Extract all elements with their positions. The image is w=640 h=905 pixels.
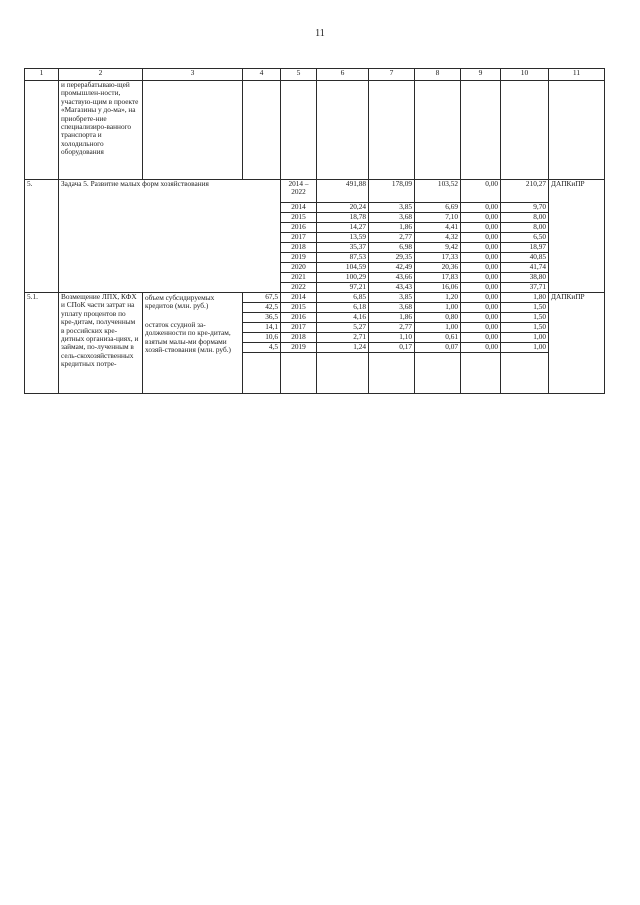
federal-cell: 42,49 [369, 263, 415, 273]
extra-cell: 40,85 [501, 253, 549, 263]
regional-cell: 9,42 [415, 243, 461, 253]
federal-cell: 29,35 [369, 253, 415, 263]
total-cell: 20,24 [317, 203, 369, 213]
empty-cell [415, 81, 461, 180]
empty-cell [461, 81, 501, 180]
year-cell: 2014 [281, 293, 317, 303]
measure-text: и перерабатываю-щей промышлен-ности, участвую-щим в проекте «Магазины у до-ма», на приобрете-ние специализиро-ванного транспорта и холодильного оборудования [59, 81, 143, 180]
column-number: 4 [243, 69, 281, 81]
total-cell: 6,85 [317, 293, 369, 303]
regional-cell: 7,10 [415, 213, 461, 223]
year-cell: 2019 [281, 253, 317, 263]
total-cell: 2,71 [317, 333, 369, 343]
local-cell: 0,00 [461, 213, 501, 223]
extra-cell: 210,27 [501, 180, 549, 203]
local-cell: 0,00 [461, 293, 501, 303]
column-number: 1 [25, 69, 59, 81]
column-number: 7 [369, 69, 415, 81]
regional-cell: 4,41 [415, 223, 461, 233]
year-cell: 2017 [281, 323, 317, 333]
column-number: 10 [501, 69, 549, 81]
page-number: 11 [315, 28, 325, 39]
column-number: 9 [461, 69, 501, 81]
extra-cell: 1,50 [501, 313, 549, 323]
extra-cell: 9,70 [501, 203, 549, 213]
indicator-value: 14,1 [243, 323, 281, 333]
local-cell: 0,00 [461, 203, 501, 213]
extra-cell: 41,74 [501, 263, 549, 273]
regional-cell: 17,83 [415, 273, 461, 283]
regional-cell: 0,80 [415, 313, 461, 323]
item-number: 5.1. [25, 293, 59, 394]
regional-cell: 0,61 [415, 333, 461, 343]
total-cell: 5,27 [317, 323, 369, 333]
column-number: 2 [59, 69, 143, 81]
empty-cell [281, 353, 317, 394]
empty-cell [281, 81, 317, 180]
empty-cell [461, 353, 501, 394]
extra-cell: 1,00 [501, 343, 549, 353]
local-cell: 0,00 [461, 283, 501, 293]
year-cell: 2017 [281, 233, 317, 243]
executor-cell: ДАПКиПР [549, 180, 605, 293]
regional-cell: 17,33 [415, 253, 461, 263]
empty-cell [243, 353, 281, 394]
year-cell: 2016 [281, 223, 317, 233]
year-cell: 2018 [281, 333, 317, 343]
empty-cell [243, 81, 281, 180]
local-cell: 0,00 [461, 333, 501, 343]
indicator-loan-balance: остаток ссудной за-долженности по кре-дитам, взятым малы-ми формами хозяй-ствования (млн. руб.) [145, 319, 231, 354]
empty-cell [501, 353, 549, 394]
year-cell: 2020 [281, 263, 317, 273]
column-number: 6 [317, 69, 369, 81]
total-cell: 13,59 [317, 233, 369, 243]
extra-cell: 1,50 [501, 323, 549, 333]
extra-cell: 8,00 [501, 223, 549, 233]
extra-cell: 6,50 [501, 233, 549, 243]
extra-cell: 1,80 [501, 293, 549, 303]
federal-cell: 6,98 [369, 243, 415, 253]
federal-cell: 3,68 [369, 303, 415, 313]
local-cell: 0,00 [461, 223, 501, 233]
continuation-row [25, 81, 605, 180]
indicator-value: 67,5 [243, 293, 281, 303]
extra-cell: 8,00 [501, 213, 549, 223]
indicator-value: 42,5 [243, 303, 281, 313]
empty-cell [143, 81, 243, 180]
total-cell: 18,78 [317, 213, 369, 223]
federal-cell: 178,09 [369, 180, 415, 203]
empty-cell [415, 353, 461, 394]
extra-cell: 38,80 [501, 273, 549, 283]
total-cell: 100,29 [317, 273, 369, 283]
year-cell: 2015 [281, 213, 317, 223]
column-number: 3 [143, 69, 243, 81]
local-cell: 0,00 [461, 303, 501, 313]
local-cell: 0,00 [461, 323, 501, 333]
column-number: 5 [281, 69, 317, 81]
column-number: 11 [549, 69, 605, 81]
column-number: 8 [415, 69, 461, 81]
regional-cell: 6,69 [415, 203, 461, 213]
federal-cell: 2,77 [369, 323, 415, 333]
local-cell: 0,00 [461, 263, 501, 273]
local-cell: 0,00 [461, 233, 501, 243]
extra-cell: 18,97 [501, 243, 549, 253]
regional-cell: 1,20 [415, 293, 461, 303]
federal-cell: 3,85 [369, 203, 415, 213]
task-title: Задача 5. Развитие малых форм хозяйствования [59, 180, 281, 293]
year-cell: 2019 [281, 343, 317, 353]
task5-year-row [25, 180, 605, 203]
program-table [24, 68, 605, 394]
year-cell: 2021 [281, 273, 317, 283]
local-cell: 0,00 [461, 243, 501, 253]
column-number-row [25, 69, 605, 81]
local-cell: 0,00 [461, 180, 501, 203]
year-cell: 2014 – 2022 [281, 180, 317, 203]
item-title: Возмещение ЛПХ, КФХ и СПоК части затрат на уплату процентов по кре-дитам, полученным в российских кре-дитных организа-циях, и займам, по-лученным в сель-скохозяйственных кредитных потре- [59, 293, 143, 394]
empty-cell [369, 353, 415, 394]
year-cell: 2014 [281, 203, 317, 213]
regional-cell: 16,06 [415, 283, 461, 293]
total-cell: 87,53 [317, 253, 369, 263]
regional-cell: 0,07 [415, 343, 461, 353]
executor-cell: ДАПКиПР [549, 293, 605, 394]
local-cell: 0,00 [461, 273, 501, 283]
federal-cell: 43,43 [369, 283, 415, 293]
federal-cell: 2,77 [369, 233, 415, 243]
indicator-value: 10,6 [243, 333, 281, 343]
extra-cell: 1,50 [501, 303, 549, 313]
year-cell: 2022 [281, 283, 317, 293]
task-number: 5. [25, 180, 59, 293]
row-number-cell [25, 81, 59, 180]
empty-cell [369, 81, 415, 180]
federal-cell: 3,68 [369, 213, 415, 223]
regional-cell: 103,52 [415, 180, 461, 203]
federal-cell: 1,10 [369, 333, 415, 343]
total-cell: 491,88 [317, 180, 369, 203]
indicator-value: 4,5 [243, 343, 281, 353]
empty-cell [317, 81, 369, 180]
empty-cell [501, 81, 549, 180]
total-cell: 1,24 [317, 343, 369, 353]
empty-cell [549, 81, 605, 180]
extra-cell: 37,71 [501, 283, 549, 293]
total-cell: 35,37 [317, 243, 369, 253]
federal-cell: 1,86 [369, 313, 415, 323]
empty-cell [317, 353, 369, 394]
local-cell: 0,00 [461, 313, 501, 323]
total-cell: 14,27 [317, 223, 369, 233]
total-cell: 4,16 [317, 313, 369, 323]
regional-cell: 1,00 [415, 303, 461, 313]
indicator-credit-volume: объем субсидируемых кредитов (млн. руб.) [145, 293, 215, 311]
federal-cell: 3,85 [369, 293, 415, 303]
federal-cell: 0,17 [369, 343, 415, 353]
regional-cell: 1,00 [415, 323, 461, 333]
indicator-cell [143, 293, 243, 394]
year-cell: 2016 [281, 313, 317, 323]
local-cell: 0,00 [461, 253, 501, 263]
year-cell: 2018 [281, 243, 317, 253]
regional-cell: 20,36 [415, 263, 461, 273]
federal-cell: 43,66 [369, 273, 415, 283]
total-cell: 6,18 [317, 303, 369, 313]
indicator-value: 36,5 [243, 313, 281, 323]
regional-cell: 4,32 [415, 233, 461, 243]
year-cell: 2015 [281, 303, 317, 313]
total-cell: 104,59 [317, 263, 369, 273]
item51-year-row [25, 293, 605, 303]
total-cell: 97,21 [317, 283, 369, 293]
federal-cell: 1,86 [369, 223, 415, 233]
extra-cell: 1,00 [501, 333, 549, 343]
local-cell: 0,00 [461, 343, 501, 353]
